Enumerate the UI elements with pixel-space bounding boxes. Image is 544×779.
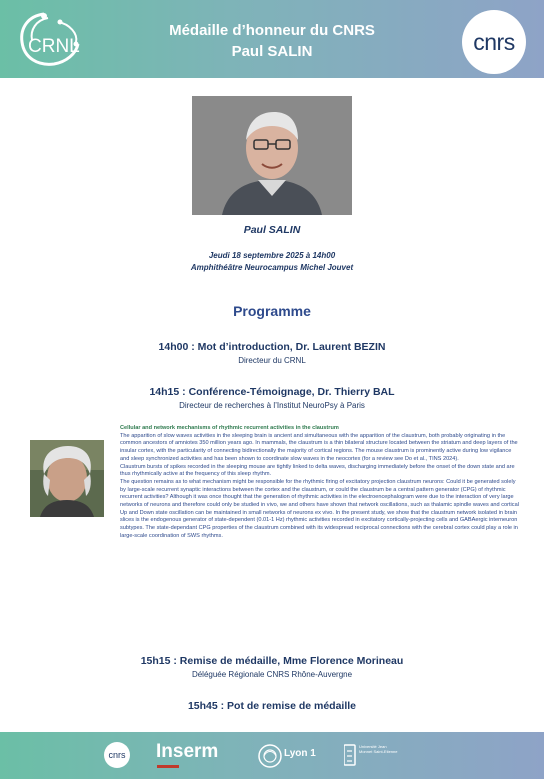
event-place: Amphithéâtre Neurocampus Michel Jouvet — [190, 263, 354, 272]
programme-slot-1 — [0, 341, 544, 365]
programme-slot-3 — [0, 655, 544, 679]
footer-band — [0, 732, 544, 779]
slot-subtitle: Directeur du CRNL — [238, 356, 306, 365]
abstract-title: Cellular and network mechanisms of rhythmic recurrent activities in the claustrum — [120, 425, 339, 431]
honoree-portrait — [192, 96, 352, 215]
speaker-photo — [30, 440, 104, 517]
cnrs-logo — [462, 10, 526, 74]
footer-ujm-text: Université Jean Monnet Saint-Etienne — [359, 744, 398, 754]
slot-title: 15h45 : Pot de remise de médaille — [187, 700, 357, 712]
header-band — [0, 0, 544, 78]
slot-title: 14h00 : Mot d’introduction, Dr. Laurent BEZIN — [158, 341, 386, 353]
footer-cnrs-text: cnrs — [108, 750, 126, 760]
slot-subtitle: Directeur de recherches à l’Institut NeuroPsy à Paris — [179, 401, 365, 410]
footer-cnrs-logo — [104, 742, 130, 768]
cnrs-logo-text: cnrs — [473, 28, 515, 55]
programme-heading: Programme — [233, 303, 311, 319]
header-title: Médaille d’honneur du CNRS — [169, 22, 375, 39]
slot-subtitle: Déléguée Régionale CNRS Rhône-Auvergne — [191, 670, 353, 679]
header-subtitle: Paul SALIN — [231, 43, 313, 60]
slot-title: 15h15 : Remise de médaille, Mme Florence Morineau — [140, 655, 404, 667]
slot-title: 14h15 : Conférence-Témoignage, Dr. Thierry BAL — [149, 386, 395, 398]
event-date: Jeudi 18 septembre 2025 à 14h00 — [208, 251, 336, 260]
abstract-paragraph-1: The apparition of slow waves activities in the sleeping brain is ancient and simultaneous with the apparition of the claustrum, both probably originating in the common ancestors of amniotes 350 million years ago. In mammals, the claustrum is a thin bilateral structure located between the striatum and deep layers of the insular cortex, with the particularity of connecting bidirectionally the majority of cortical regions. The mouse claustrum is prominently active during low vigilance and sleep synchronized activities and has been shown to coordinate slow waves in the neocortex (for a review see Do et al., TINS 2024). — [120, 432, 518, 462]
footer-inserm-logo: Inserm — [156, 741, 219, 762]
footer-lyon-text: Lyon 1 — [284, 748, 316, 759]
crnl-logo-text: CRNL — [28, 36, 80, 57]
crnl-logo — [14, 8, 90, 72]
programme-slot-4 — [0, 700, 544, 712]
abstract-block — [120, 425, 522, 541]
programme-slot-2 — [0, 386, 544, 410]
honoree-name: Paul SALIN — [243, 224, 301, 236]
inserm-accent-bar — [157, 765, 179, 768]
abstract-paragraph-3: The question remains as to what mechanism might be responsible for the rhythmic firing of excitatory projection claustrum neurons: Could it be generated solely by large-scale recurrent synaptic interactions between the cortex and the claustrum, or could the claustrum be a central pattern generator (CPG) of rhythmic recurrent activities? Although it was once thought that the generation of rhythmic activities in the electroencephalogram were due to the interaction of very large networks of neurons and therefore could only be studied in vivo, we and others have shown that network oscillations, such as thalamic spindle waves and cortical Up and Down state oscillation can be maintained in small networks of neurons ex vivo. In the present study, we show that the claustrum network isolated in brain slices is the endogenous generator of state-dependent (0.01-1 Hz) rhythmic activities recorded in excitatory cortically-projecting cells and GABAergic interneuron subtypes. The state-dependant CPG properties of the claustrum combined with its widespread reciprocal connections with the cerebral cortex could play a role in large-scale coordination of SWS rhythms. — [120, 478, 519, 539]
abstract-paragraph-2: Claustrum bursts of spikes recorded in the sleeping mouse are tightly linked to delta waves, discharging immediately before the onset of the down state and are thus rhythmically active at the frequency of this sleep rhythm. — [120, 463, 515, 478]
